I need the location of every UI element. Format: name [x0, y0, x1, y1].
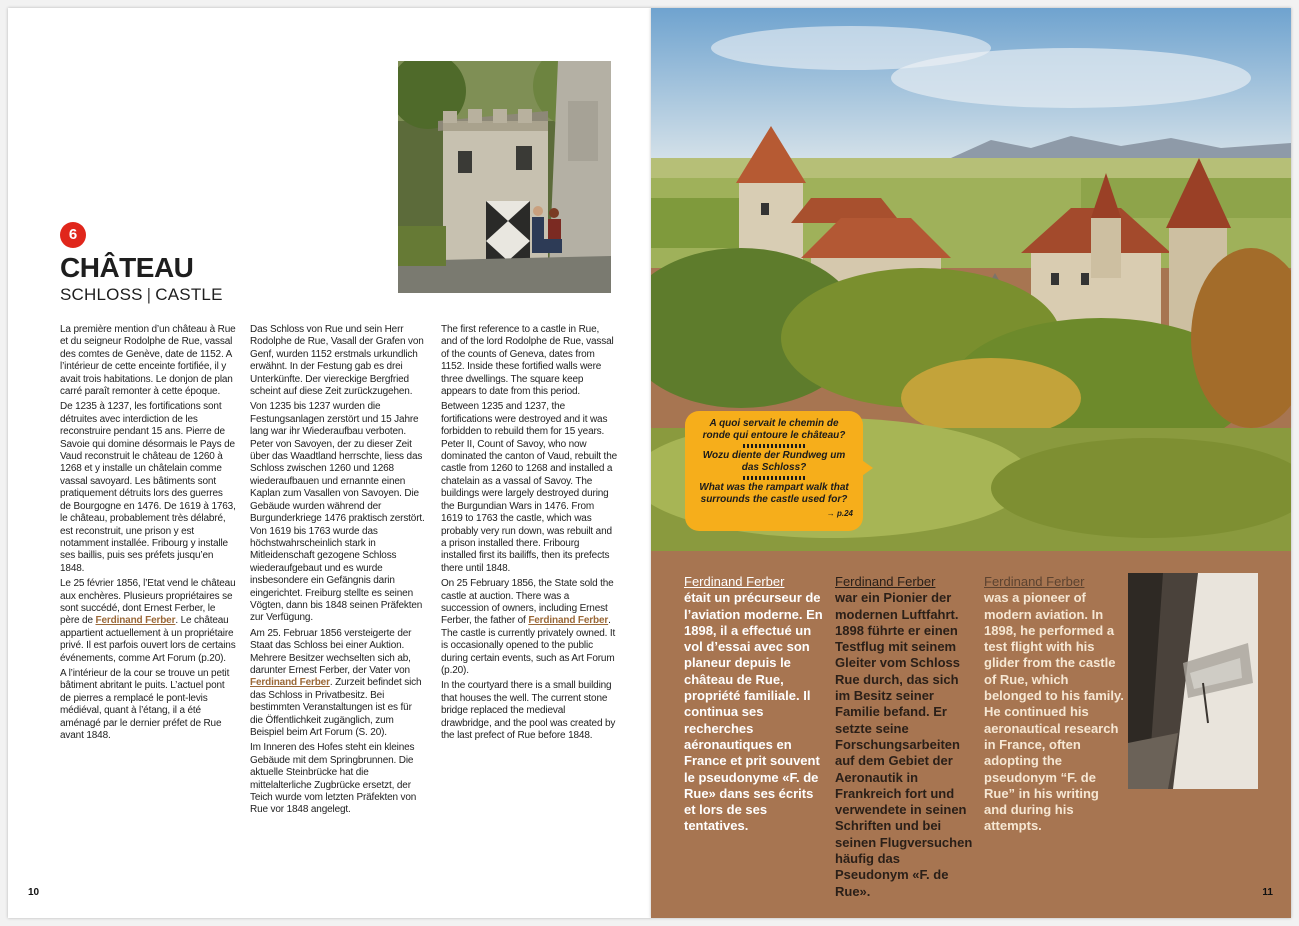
left-page [8, 8, 651, 918]
wavy-divider-icon [743, 444, 805, 448]
question-french: A quoi servait le chemin de ronde qui entoure le château? [702, 418, 846, 441]
paragraph: De 1235 à 1237, les fortifications sont détruites avec interdiction de les reconstruire pendant 15 ans. Pierre de Savoie qui domine désormais le Pays de Vaud reconstruit le château de 1260 à 1268 et y installe un châtelain comme vassal savoyard. Les bâtiments sont pratiquement détruits lors des guerres de Bourgogne en 1476. De 1619 à 1763, le château, probablement très délabré, est reconstruit, une prison y est notamment installée. Fribourg y installe ses baillis, puis ses préfets jusqu’en 1848. [60, 401, 236, 574]
paragraph-text: . The castle is currently privately owned. It is occasionally opened to the public during certain events, such as Art Forum (p.20). [441, 615, 616, 676]
paragraph-text: Le 25 février 1856, l’Etat vend le château aux enchères. Plusieurs propriétaires se sont succédé, dont Ernest Ferber, le père de [60, 578, 236, 627]
speech-bubble-tail [859, 458, 873, 478]
subtitle-english: CASTLE [155, 285, 223, 304]
paragraph-text: . Le château appartient actuellement à un propriétaire privé. Il est parfois ouvert lors de certains événements, comme Art Forum (p.20). [60, 615, 236, 664]
question-german: Wozu diente der Rundweg um das Schloss? [702, 450, 846, 473]
page-number-left: 10 [28, 887, 40, 898]
subtitle-separator: | [146, 285, 152, 304]
bio-text: was a pioneer of modern aviation. In 1898, he performed a test flight with his glider from the castle of Rue, which belonged to his family. He continued his aeronautical research in France, often adopting the pseudonym “F. de Rue” in his writing and during his attempts. [984, 590, 1124, 834]
ferdinand-ferber-link[interactable]: Ferdinand Ferber [528, 615, 609, 627]
paragraph: The first reference to a castle in Rue, and of the lord Rodolphe de Rue, vassal of the counts of Geneva, dates from 1152. Inside these fortified walls were three dwellings. The square keep appears to date from this period. [441, 324, 614, 398]
ferber-bio-english [984, 574, 1124, 835]
page-subtitle [60, 285, 223, 305]
bio-name-link[interactable]: Ferdinand Ferber [684, 574, 785, 589]
ferber-bio-german [835, 574, 975, 900]
section-number-badge: 6 [60, 222, 86, 248]
english-text-column [441, 324, 617, 745]
right-page [651, 8, 1291, 918]
page-title: CHÂTEAU [60, 252, 194, 283]
paragraph [250, 628, 426, 740]
wavy-divider-icon [743, 476, 805, 480]
page-number-right: 11 [1262, 887, 1273, 898]
paragraph: A l’intérieur de la cour se trouve un petit bâtiment abritant le puits. L’actuel pont de pierres a remplacé le pont-levis médiéval, quant à l’étang, il a été aménagé par le dernier préfet de Rue avant 1848. [60, 667, 230, 741]
question-english: What was the rampart walk that surrounds the castle used for? [699, 482, 849, 505]
german-text-column [250, 324, 426, 820]
paragraph-text: . Zurzeit befindet sich das Schloss in Privatbesitz. Bei bestimmten Veranstaltungen ist es für die Öffentlichkeit zugänglich, zum Beispiel beim Art Forum (S. 20). [250, 677, 422, 738]
archive-glider-photo [1128, 573, 1258, 789]
bio-text: war ein Pionier der modernen Luftfahrt. 1898 führte er einen Testflug mit seinem Gleiter vom Schloss Rue durch, das sich im Besitz seiner Familie befand. Er setzte seine Forschungsarbeiten auf dem Gebiet der Aeronautik in Frankreich fort und verwendete in seinen Schriften und bei seinen Flugversuchen häufig das Pseudonym «F. de Rue». [835, 590, 973, 899]
bio-name-link[interactable]: Ferdinand Ferber [835, 574, 936, 589]
question-speech-bubble[interactable] [685, 411, 863, 531]
bio-text: était un précurseur de l’aviation moderne. En 1898, il a effectué un vol d’essai avec son planeur depuis le château de Rue, propriété familiale. Il continua ses recherches aéronautiques en France et prit souvent le pseudonyme «F. de Rue» dans ses écrits et lors de ses tentatives. [684, 590, 823, 834]
paragraph: In the courtyard there is a small building that houses the well. The current stone bridge replaced the medieval drawbridge, and the pool was created by the last prefect of Rue before 1848. [441, 680, 616, 741]
paragraph-text: On 25 February 1856, the State sold the castle at auction. There was a succession of owners, including Ernest Ferber, the father of [441, 578, 614, 627]
page-reference-link[interactable]: → p.24 [826, 509, 853, 518]
ferdinand-ferber-link[interactable]: Ferdinand Ferber [95, 615, 176, 627]
french-text-column [60, 324, 236, 745]
paragraph: Von 1235 bis 1237 wurden die Festungsanlagen zerstört und 15 Jahre lang war ihr Wiederaufbau verboten. Peter von Savoyen, der zu dieser Zeit über das Waadtland herrschte, liess das Schloss zwischen 1260 und 1268 wiederaufbauen und ernannte einen Kaplan zum Vasallen von Savoyen. Die Gebäude wurden während der Burgunderkriege 1476 praktisch zerstört. Von 1619 bis 1763 wurde das höchstwahrscheinlich stark in Mitleidenschaft gezogene Schloss wiederaufgebaut und es wurde insbesondere ein Gefängnis darin eingerichtet. Freiburg stellte es seinen Vögten, dann bis 1848 seinen Präfekten zur Verfügung. [250, 401, 425, 624]
paragraph [60, 578, 236, 665]
castle-tower-photo [398, 61, 611, 293]
paragraph: Das Schloss von Rue und sein Herr Rodolphe de Rue, Vasall der Grafen von Genf, wurden 1152 erstmals urkundlich erwähnt. In der Festung gab es drei Unterkünfte. Der viereckige Bergfried scheint auf diese Zeit zurückzugehen. [250, 324, 424, 398]
paragraph: La première mention d’un château à Rue et du seigneur Rodolphe de Rue, vassal des comtes de Genève, date de 1152. A l’intérieur de cette enceinte fortifiée, il y avait trois habitations. Le donjon de plan carré paraît remonter à cette époque. [60, 324, 236, 398]
bio-name-link[interactable]: Ferdinand Ferber [984, 574, 1085, 589]
paragraph [441, 578, 617, 677]
paragraph: Between 1235 and 1237, the fortifications were destroyed and it was forbidden to rebuild them for 15 years. Peter II, Count of Savoy, who now dominated the canton of Vaud, rebuilt the castle from 1260 to 1268 and installed a chatelain as a vassal of Savoy. The buildings were largely destroyed during the Burgundian Wars in 1476. From 1619 to 1763 the castle, which was probably very run down, was rebuilt and a prison installed there. Fribourg installed first its bailiffs, then its prefects there until 1848. [441, 401, 618, 574]
ferdinand-ferber-link[interactable]: Ferdinand Ferber [250, 677, 330, 689]
paragraph-text: Am 25. Februar 1856 versteigerte der Staat das Schloss bei einer Auktion. Mehrere Besitzer wechselten sich ab, darunter Ernest Ferber, der Vater von [250, 627, 412, 676]
subtitle-german: SCHLOSS [60, 285, 143, 304]
paragraph: Im Inneren des Hofes steht ein kleines Gebäude mit dem Springbrunnen. Die aktuelle Steinbrücke hat die mittelalterliche Zugbrücke ersetzt, der Teich wurde vom letzten Präfekten von Rue vor 1848 angelegt. [250, 742, 417, 816]
ferber-bio-french [684, 574, 824, 835]
